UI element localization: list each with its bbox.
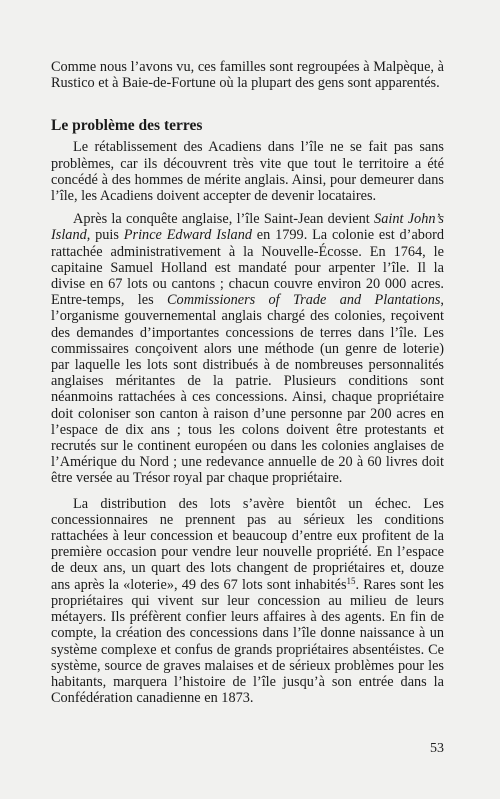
page-number: 53: [430, 741, 444, 756]
paragraph-2: [51, 211, 444, 486]
p2-text-c: , puis: [86, 227, 124, 244]
p2-text-e: en 1799. La colonie est d’abord rattachée administrativement à la Nouvelle-Écosse. En 1764, le capitaine Samuel Holland est mandaté pour arpenter l’île. Il la divise en 67 lots ou cantons ; chacun couvre environ 20 000 acres. Entre-temps, les: [51, 227, 444, 309]
section-heading: Le problème des terres: [51, 117, 203, 135]
paragraph-1: Le rétablissement des Acadiens dans l’île ne se fait pas sans problèmes, car ils découvrent très vite que tout le territoire a été concédé à des hommes de mérite anglais. Ainsi, pour demeurer dans l’île, les Acadiens doivent accepter de devenir locataires.: [51, 139, 444, 205]
intro-paragraph: Comme nous l’avons vu, ces familles sont regroupées à Malpèque, à Rustico et à Baie-de-Fortune où la plupart des gens sont apparentés.: [51, 59, 444, 92]
p2-text-g: , l’organisme gouvernemental anglais chargé des colonies, reçoivent des demandes d’importantes concessions de terres dans l’île. Les commissaires conçoivent alors une méthode (un genre de loterie) par laquelle les lots sont distribués à de nombreuses personnalités anglaises méritantes de la patrie. Plusieurs conditions sont néanmoins rattachées à ces concessions. Ainsi, chaque propriétaire doit coloniser son canton à raison d’une personne par 200 acres en l’espace de dix ans ; tous les colons doivent être protestants et recrutés sur le continent européen ou dans les colonies anglaises de l’Amérique du Nord ; une redevance annuelle de 20 à 60 livres doit être versée au Trésor royal par chaque propriétaire.: [51, 292, 444, 487]
text-column: [51, 59, 444, 706]
p2-italic-prince-edward-island: Prince Edward Island: [123, 227, 252, 244]
p3-text-b: . Rares sont les propriétaires qui vivent sur leur concession au milieu de leurs métayers. Ils préfèrent confier leurs affaires à des agents. En fin de compte, la création des concessions dans l’île donne naissance à un système complexe et confus de grands propriétaires absentéistes. Ce système, source de graves malaises et de sérieux problèmes pour les habitants, marquera l’histoire de l’île jusqu’à son entrée dans la Confédération canadienne en 1873.: [51, 576, 444, 707]
p2-italic-commissioners: Commissioners of Trade and Plantations: [167, 292, 441, 309]
p2-italic-saint-johns-island: Saint John’s Island: [51, 211, 444, 244]
footnote-ref: 15: [346, 575, 356, 586]
paragraph-3: [51, 496, 444, 707]
p3-text-a: La distribution des lots s’avère bientôt un échec. Les concessionnaires ne prennent pas au sérieux les conditions rattachées à leur concession et beaucoup d’entre eux profitent de la première occasion pour vendre leur nouvelle propriété. En l’espace de deux ans, un quart des lots changent de propriétaires et, douze ans après la «loterie», 49 des 67 lots sont inhabités: [51, 495, 444, 593]
p2-text-a: Après la conquête anglaise, l’île Saint-Jean devient: [73, 211, 375, 228]
